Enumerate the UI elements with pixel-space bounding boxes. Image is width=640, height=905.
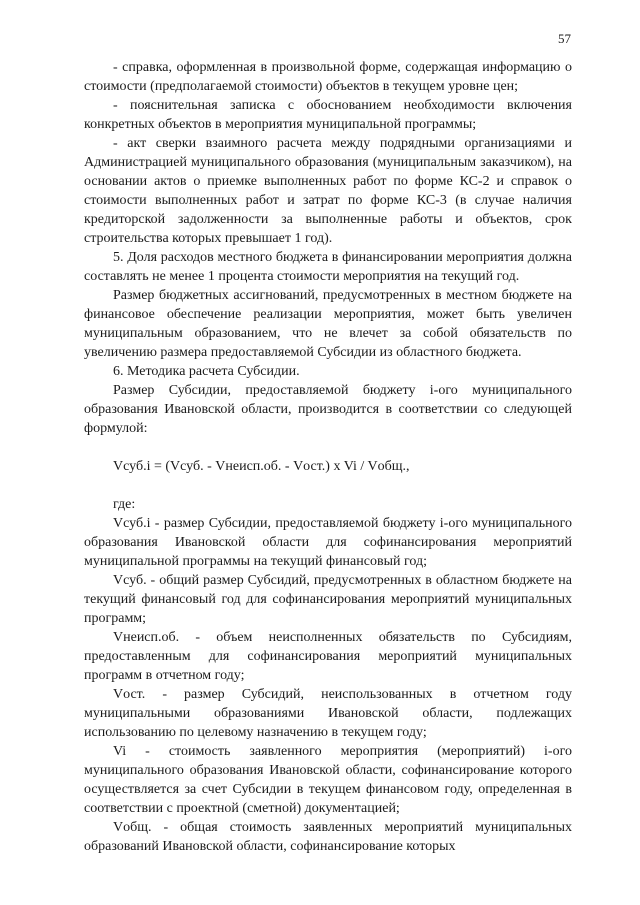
definition-vneisp: Vнеисп.об. - объем неисполненных обязательств по Субсидиям, предоставленным для софинансирования мероприятий муниципальных программ в отчетном году; bbox=[84, 630, 572, 683]
document-body bbox=[84, 58, 572, 856]
paragraph-budget-allocations: Размер бюджетных ассигнований, предусмотренных в местном бюджете на финансовое обеспечение реализации мероприятия, может быть увеличен муниципальным образованием, что не влечет за собой обязательств по увеличению размера предоставляемой Субсидии из областного бюджета. bbox=[84, 288, 572, 360]
definition-vi: Vi - стоимость заявленного мероприятия (мероприятий) i-ого муниципального образования Ивановской области, софинансирование которого осуществляется за счет Субсидии в текущем финансовом году, определенная в соответствии с проектной (сметной) документацией; bbox=[84, 744, 572, 816]
paragraph-certificate: - справка, оформленная в произвольной форме, содержащая информацию о стоимости (предполагаемой стоимости) объектов в текущем уровне цен; bbox=[84, 60, 572, 94]
paragraph-formula-intro: Размер Субсидии, предоставляемой бюджету i-ого муниципального образования Ивановской области, производится в соответствии со следующей формулой: bbox=[84, 383, 572, 436]
definition-vost: Vост. - размер Субсидий, неиспользованных в отчетном году муниципальными образованиями Ивановской области, подлежащих использованию по целевому назначению в текущем году; bbox=[84, 687, 572, 740]
paragraph-section-5: 5. Доля расходов местного бюджета в финансировании мероприятия должна составлять не менее 1 процента стоимости мероприятия на текущий год. bbox=[84, 250, 572, 284]
definition-vsub: Vсуб. - общий размер Субсидий, предусмотренных в областном бюджете на текущий финансовый год для софинансирования мероприятий муниципальных программ; bbox=[84, 573, 572, 626]
definition-vsub-i: Vсуб.i - размер Субсидии, предоставляемой бюджету i-ого муниципального образования Ивановской области для софинансирования мероприятий муниципальной программы на текущий финансовый год; bbox=[84, 516, 572, 569]
definition-vobsch: Vобщ. - общая стоимость заявленных мероприятий муниципальных образований Ивановской области, софинансирование которых bbox=[84, 820, 572, 854]
paragraph-explanatory-note: - пояснительная записка с обоснованием необходимости включения конкретных объектов в мероприятия муниципальной программы; bbox=[84, 98, 572, 132]
paragraph-section-6-heading: 6. Методика расчета Субсидии. bbox=[113, 364, 300, 379]
where-label: где: bbox=[113, 497, 136, 512]
subsidy-formula: Vсуб.i = (Vсуб. - Vнеисп.об. - Vост.) x Vi / Vобщ., bbox=[113, 459, 410, 474]
paragraph-reconciliation-act: - акт сверки взаимного расчета между подрядными организациями и Администрацией муниципального образования (муниципальным заказчиком), на основании актов о приемке выполненных работ по форме КС-2 и справок о стоимости выполненных работ и затрат по форме КС-3 (в случае наличия кредиторской задолженности за выполненные работы и объектов, срок строительства которых превышает 1 год). bbox=[84, 136, 572, 246]
page-number: 57 bbox=[558, 31, 571, 46]
